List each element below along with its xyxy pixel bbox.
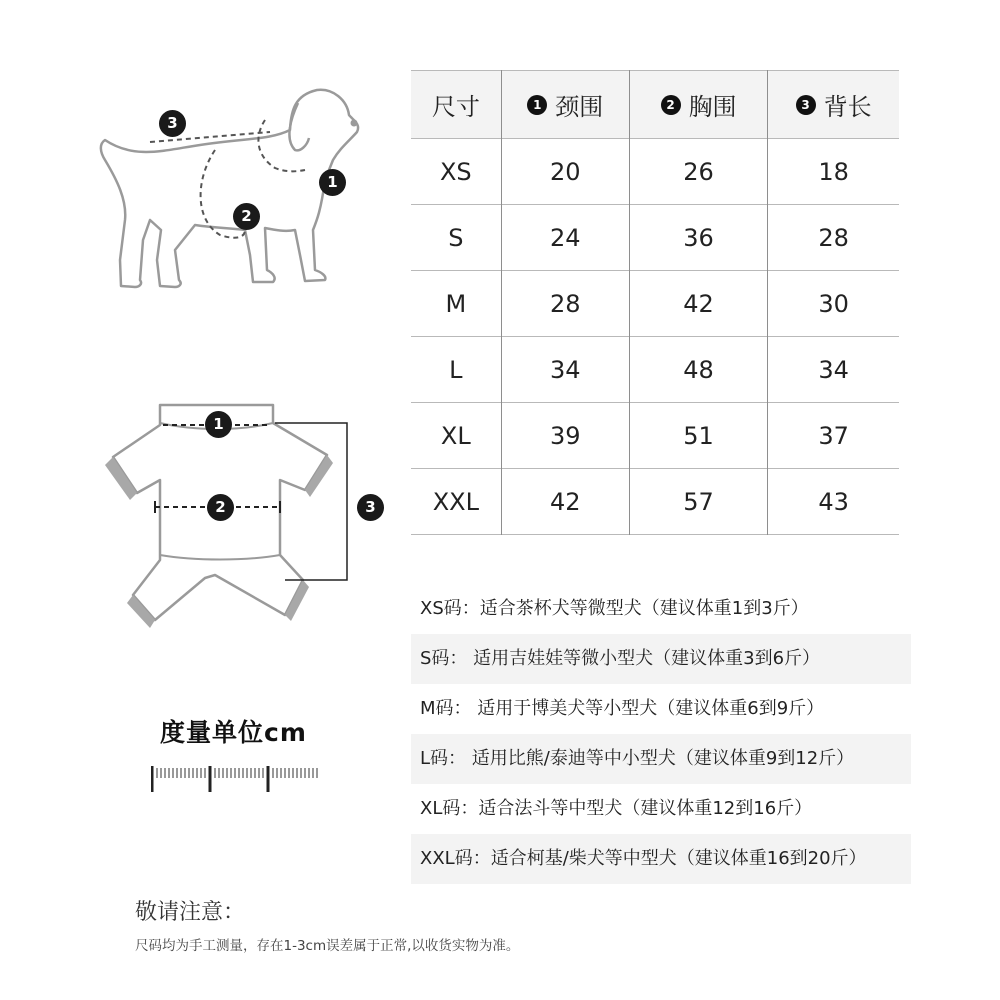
list-item: XL码：适合法斗等中型犬（建议体重12到16斤） [420,798,813,819]
size-cell: L [449,355,463,384]
header-neck: 1 颈围 [501,71,629,139]
size-cell: S [448,223,464,252]
marker-2-badge: 2 [207,494,234,521]
marker-1-badge: 1 [319,169,346,196]
marker-1-badge: 1 [205,411,232,438]
marker-1-icon: 1 [527,95,547,115]
size-recommendation-list [411,584,911,884]
marker-3-icon: 3 [796,95,816,115]
marker-3-badge: 3 [357,494,384,521]
neck-cell: 39 [501,403,629,469]
back-cell: 34 [768,337,899,403]
marker-3-badge: 3 [159,110,186,137]
table-row [411,139,899,205]
chest-cell: 48 [629,337,767,403]
neck-cell: 24 [501,205,629,271]
table-row [411,469,899,535]
back-cell: 43 [768,469,899,535]
neck-cell: 34 [501,337,629,403]
header-chest: 2 胸围 [629,71,767,139]
unit-title: 度量单位cm [160,718,307,747]
list-item: M码： 适用于博美犬等小型犬（建议体重6到9斤） [420,698,825,719]
dog-outline-icon [95,80,385,310]
back-cell: 30 [768,271,899,337]
list-item: XXL码：适合柯基/柴犬等中型犬（建议体重16到20斤） [411,834,911,884]
chest-cell: 51 [629,403,767,469]
header-back-length: 3 背长 [768,71,899,139]
size-cell: XXL [432,487,479,516]
chest-cell: 26 [629,139,767,205]
list-item: L码： 适用比熊/泰迪等中小型犬（建议体重9到12斤） [411,734,911,784]
list-item: XS码：适合茶杯犬等微型犬（建议体重1到3斤） [420,598,809,619]
back-cell: 28 [768,205,899,271]
chest-cell: 42 [629,271,767,337]
dog-measurement-diagram [95,80,385,310]
marker-2-icon: 2 [661,95,681,115]
chest-cell: 36 [629,205,767,271]
table-row [411,271,899,337]
header-size: 尺寸 [411,71,501,139]
ruler-icon [151,766,321,794]
table-row [411,403,899,469]
list-item: S码： 适用吉娃娃等微小型犬（建议体重3到6斤） [411,634,911,684]
size-cell: XS [439,157,472,186]
marker-2-badge: 2 [233,203,260,230]
neck-cell: 42 [501,469,629,535]
table-header-row [411,71,899,139]
table-row [411,337,899,403]
back-cell: 37 [768,403,899,469]
chest-cell: 57 [629,469,767,535]
size-cell: XL [440,421,471,450]
table-row [411,205,899,271]
back-cell: 18 [768,139,899,205]
neck-cell: 28 [501,271,629,337]
pet-suit-outline-icon [95,395,395,630]
size-cell: M [445,289,467,318]
pet-suit-measurement-diagram [95,395,395,630]
size-chart-table [411,70,899,535]
attention-text: 尺码均为手工测量，存在1-3cm误差属于正常,以收货实物为准。 [135,938,520,954]
attention-title: 敬请注意： [135,900,246,925]
neck-cell: 20 [501,139,629,205]
